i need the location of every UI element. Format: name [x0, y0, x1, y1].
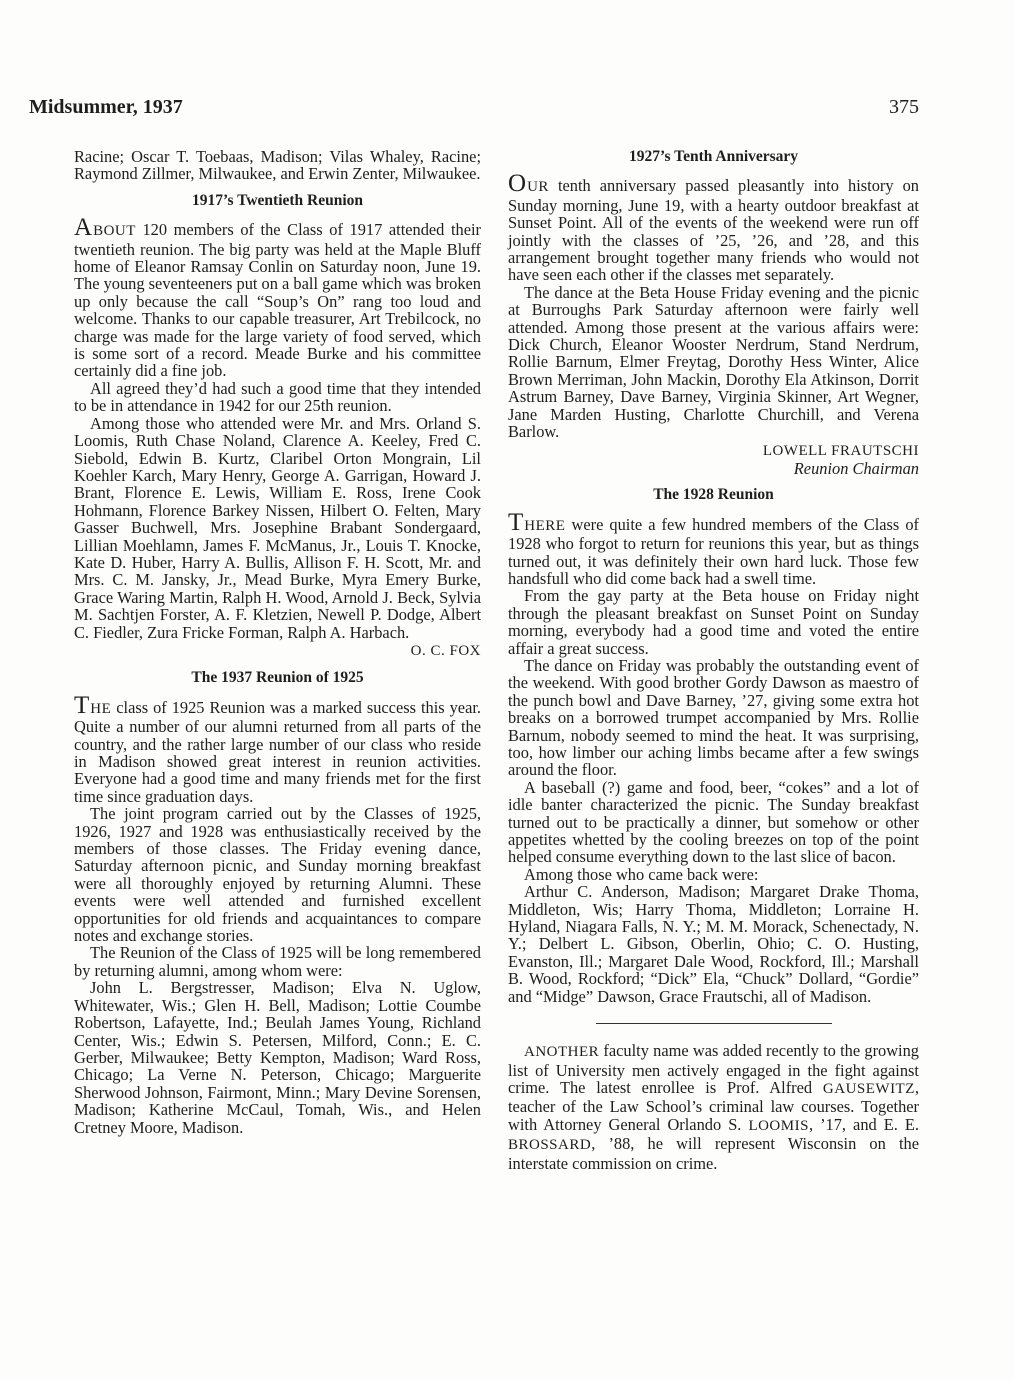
article-1928-p2: From the gay party at the Beta house on Friday night through the pleasant breakfast on Sunset Point on Sunday morning, everybody had a good time and voted the entire affair a great success. — [508, 586, 919, 658]
article-1925-p3: The Reunion of the Class of 1925 will be long remembered by returning alumni, among whom were: — [74, 943, 481, 980]
article-1928-p1: THERE were quite a few hundred members of the Class of 1928 who forgot to return for reunions this year, but as things turned out, it was definitely their own hard luck. Those few handsfull who did come back had a swell time. — [508, 508, 919, 588]
article-1917-p3: Among those who attended were Mr. and Mrs. Orland S. Loomis, Ruth Chase Noland, Clarence A. Keeley, Fred C. Siebold, Edwin B. Kurtz, Claribel Orton Mongrain, Lil Koehler Karch, Mary Henry, George A. Garrigan, Howard J. Brant, Florence E. Lewis, William E. Ross, Irene Cook Hohmann, Florence Barkey Nissen, Hilbert O. Felten, Mary Gasser Buchwell, Mrs. Josephine Brabant Sondergaard, Lillian Moehlamn, James F. McManus, Jr., Louis T. Knocke, Kate D. Huber, Harry A. Bullis, Allison F. H. Scott, Mr. and Mrs. C. M. Jansky, Jr., Mead Burke, Myra Emery Burke, Grace Waring Martin, Ralph H. Wood, Arnold J. Beck, Sylvia M. Sachtjen Forster, A. F. Kletzien, Newell P. Dodge, Albert C. Fiedler, Zura Fricke Forman, Ralph A. Harbach. — [74, 413, 481, 642]
article-1925-p1: THE class of 1925 Reunion was a marked success this year. Quite a number of our alumni returned from all parts of the country, and the rather large number of our class who reside in Madison showed great interest in reunion activities. Everyone had a good time and many friends met for the first time since graduation days. — [74, 691, 481, 806]
heading-1928: The 1928 Reunion — [653, 486, 774, 504]
drop-cap: A — [74, 214, 94, 242]
left-column — [74, 148, 481, 1136]
article-1925-p2: The joint program carried out by the Classes of 1925, 1926, 1927 and 1928 was enthusiastically received by the members of those classes. The Friday evening dance, Saturday afternoon picnic, and Sunday morning breakfast were all thoroughly enjoyed by returning Alumni. These events were well attended and furnished excellent opportunities for old friends and acquaintances to compare notes and exchange stories. — [74, 804, 481, 946]
drop-cap: T — [508, 508, 525, 536]
right-column — [508, 148, 919, 1172]
section-divider — [596, 1023, 832, 1024]
faculty-note: ANOTHER faculty name was added recently to the growing list of University men actively engaged in the fight against crime. The latest enrollee is Prof. Alfred GAUSEWITZ, teacher of the Law School’s criminal law courses. Together with Attorney General Orlando S. LOOMIS, ’17, and E. E. BROSSARD, ’88, he will represent Wisconsin on the interstate commission on crime. — [508, 1041, 919, 1173]
signature-1927-name: LOWELL FRAUTSCHI — [762, 442, 919, 459]
heading-1927: 1927’s Tenth Anniversary — [628, 148, 799, 165]
article-1917-p1: ABOUT 120 members of the Class of 1917 attended their twentieth reunion. The big party was held at the Maple Bluff home of Eleanor Ramsay Conlin on Saturday noon, June 19. The young seventeeners put on a ball game which was broken up only because the call “Soup’s On” rang too loud and welcome. Thanks to our capable treasurer, Art Trebilcock, no charge was made for the large variety of food served, which is some sort of a record. Meade Burke and his committee certainly did a fine job. — [74, 214, 481, 381]
signature-1917: O. C. FOX — [410, 642, 481, 659]
article-1928-p6: Arthur C. Anderson, Madison; Margaret Drake Thoma, Middleton, Wis; Harry Thoma, Middleton; Lorraine H. Hyland, Niagara Falls, N. Y.; M. M. Morack, Schenectady, N. Y.; Delbert L. Gibson, Oberlin, Ohio; C. O. Husting, Evanston, Ill.; Margaret Dale Wood, Rockford, Ill.; Marshall B. Wood, Rockford; “Dick” Ela, “Chuck” Dollard, “Gordie” and “Midge” Dawson, Grace Frautschi, all of Madison. — [508, 882, 919, 1006]
carryover-paragraph: Racine; Oscar T. Toebaas, Madison; Vilas Whaley, Racine; Raymond Zillmer, Milwaukee, and Erwin Zenter, Milwaukee. — [74, 147, 481, 184]
article-1927-p1: OUR tenth anniversary passed pleasantly into history on Sunday morning, June 19, with a hearty outdoor breakfast at Sunset Point. All of the events of the weekend were run off jointly with the classes of ’25, ’26, and ’28, and this arrangement brought together many friends who would not have seen each other if the classes met separately. — [508, 170, 919, 285]
heading-1925: The 1937 Reunion of 1925 — [191, 669, 364, 687]
article-1928-p3: The dance on Friday was probably the outstanding event of the weekend. With good brother Gordy Dawson as maestro of the punch bowl and Dave Barney, ’27, giving some extra hot breaks on a borrowed trumpet accompanied by Mrs. Rollie Barnum, nobody seemed to mind the heat. It was surprising, too, how limber our aching limbs became after a few swings around the floor. — [508, 655, 919, 780]
signature-1927-title: Reunion Chairman — [793, 458, 919, 478]
heading-1917: 1917’s Twentieth Reunion — [191, 191, 364, 209]
article-1917-p2: All agreed they’d had such a good time that they intended to be in attendance in 1942 for our 25th reunion. — [74, 378, 481, 416]
article-1925-p4: John L. Bergstresser, Madison; Elva N. Uglow, Whitewater, Wis.; Glen H. Bell, Madison; Lottie Coumbe Robertson, Lafayette, Ind.; Beulah James Young, Richland Center, Wis.; Edwin S. Petersen, Milford, Conn.; E. C. Gerber, Milwaukee; Betty Kempton, Madison; Ward Ross, Chicago; La Verne N. Peterson, Chicago; Marguerite Sherwood Johnson, Fairmont, Minn.; Mary Devine Sorensen, Madison; Katherine McCaul, Tomah, Wis., and Helen Cretney Moore, Madison. — [74, 978, 481, 1137]
issue-title: Midsummer, 1937 — [29, 96, 183, 118]
drop-cap: T — [74, 691, 91, 719]
article-1928-p4: A baseball (?) game and food, beer, “cokes” and a lot of idle banter characterized the picnic. The Sunday breakfast turned out to be practically a dinner, but somehow or other appetites whetted by the cooling breezes on top of the point helped consume everything down to the last slice of bacon. — [508, 777, 919, 867]
article-1928-p5: Among those who came back were: — [524, 864, 759, 884]
page-number: 375 — [889, 96, 919, 118]
article-1927-p2: The dance at the Beta House Friday evening and the picnic at Burroughs Park Saturday afternoon were fairly well attended. Among those present at the various affairs were: Dick Church, Eleanor Wooster Nerdrum, Stand Nerdrum, Rollie Barnum, Elmer Freytag, Dorothy Hess Winter, Alice Brown Merriman, John Mackin, Dorothy Ela Atkinson, Dorrit Astrum Barney, Dave Barney, Virginia Skinner, Art Wegner, Jane Marden Husting, Charlotte Churchill, and Verena Barlow. — [508, 282, 919, 442]
drop-cap: O — [508, 170, 528, 198]
page-header — [29, 96, 919, 126]
